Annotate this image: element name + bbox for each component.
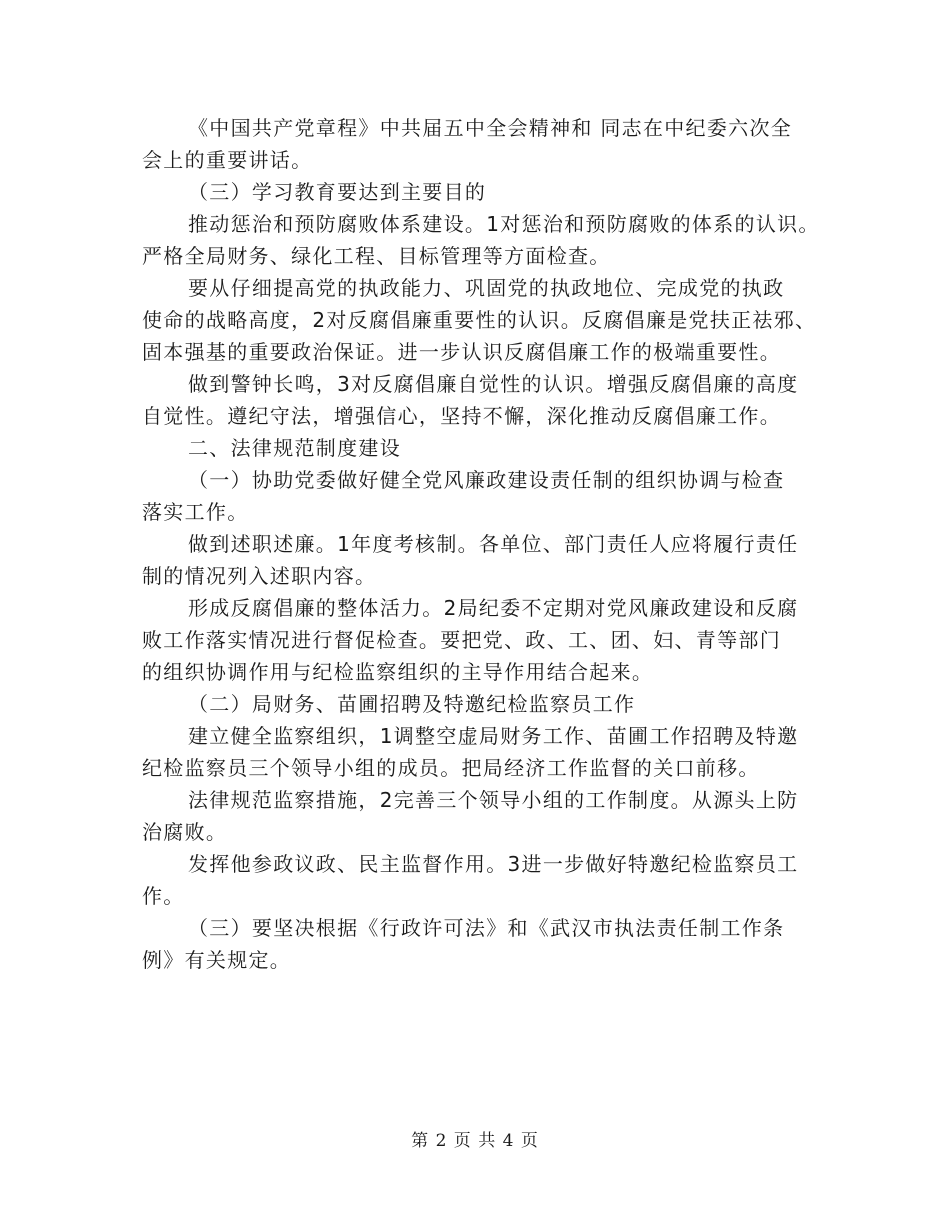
text-line: 推动惩治和预防腐败体系建设。1对惩治和预防腐败的体系的认识。: [188, 212, 820, 236]
text-line: 作。: [142, 884, 185, 908]
text-line: 制的情况列入述职内容。: [142, 564, 377, 588]
text-line: （三）要坚决根据《行政许可法》和《武汉市执法责任制工作条: [188, 916, 785, 940]
text-line: 要从仔细提高党的执政能力、巩固党的执政地位、完成党的执政: [188, 276, 785, 300]
text-line: 严格全局财务、绿化工程、目标管理等方面检查。: [142, 244, 611, 268]
text-line: 纪检监察员三个领导小组的成员。把局经济工作监督的关口前移。: [142, 756, 760, 780]
text-line: 法律规范监察措施，2完善三个领导小组的工作制度。从源头上防: [188, 788, 799, 812]
text-line: 例》有关规定。: [142, 948, 292, 972]
text-line: （二）局财务、苗圃招聘及特邀纪检监察员工作: [188, 692, 636, 716]
text-line: （三）学习教育要达到主要目的: [188, 180, 487, 204]
text-line: 做到警钟长鸣，3对反腐倡廉自觉性的认识。增强反腐倡廉的高度: [188, 372, 799, 396]
text-line: 做到述职述廉。1年度考核制。各单位、部门责任人应将履行责任: [188, 532, 799, 556]
text-line: 败工作落实情况进行督促检查。要把党、政、工、团、妇、青等部门: [142, 628, 781, 652]
text-line: 使命的战略高度，2对反腐倡廉重要性的认识。反腐倡廉是党扶正祛邪、: [142, 308, 817, 332]
text-line: 自觉性。遵纪守法，增强信心，坚持不懈，深化推动反腐倡廉工作。: [142, 404, 781, 428]
text-line: 形成反腐倡廉的整体活力。2局纪委不定期对党风廉政建设和反腐: [188, 596, 799, 620]
text-line: 建立健全监察组织，1调整空虚局财务工作、苗圃工作招聘及特邀: [188, 724, 799, 748]
page-footer: [0, 1126, 950, 1151]
document-body: [142, 112, 822, 976]
text-line: 发挥他参政议政、民主监督作用。3进一步做好特邀纪检监察员工: [188, 852, 799, 876]
text-line: 《中国共产党章程》中共届五中全会精神和 同志在中纪委六次全: [188, 116, 793, 140]
text-line: 落实工作。: [142, 500, 249, 524]
text-line: 会上的重要讲话。: [142, 148, 313, 172]
text-line: （一）协助党委做好健全党风廉政建设责任制的组织协调与检查: [188, 468, 785, 492]
text-line: 固本强基的重要政治保证。进一步认识反腐倡廉工作的极端重要性。: [142, 340, 781, 364]
text-line: 治腐败。: [142, 820, 228, 844]
text-line: 二、法律规范制度建设: [188, 436, 401, 460]
text-line: 的组织协调作用与纪检监察组织的主导作用结合起来。: [142, 660, 654, 684]
page-number: 第 2 页 共 4 页: [411, 1131, 539, 1151]
